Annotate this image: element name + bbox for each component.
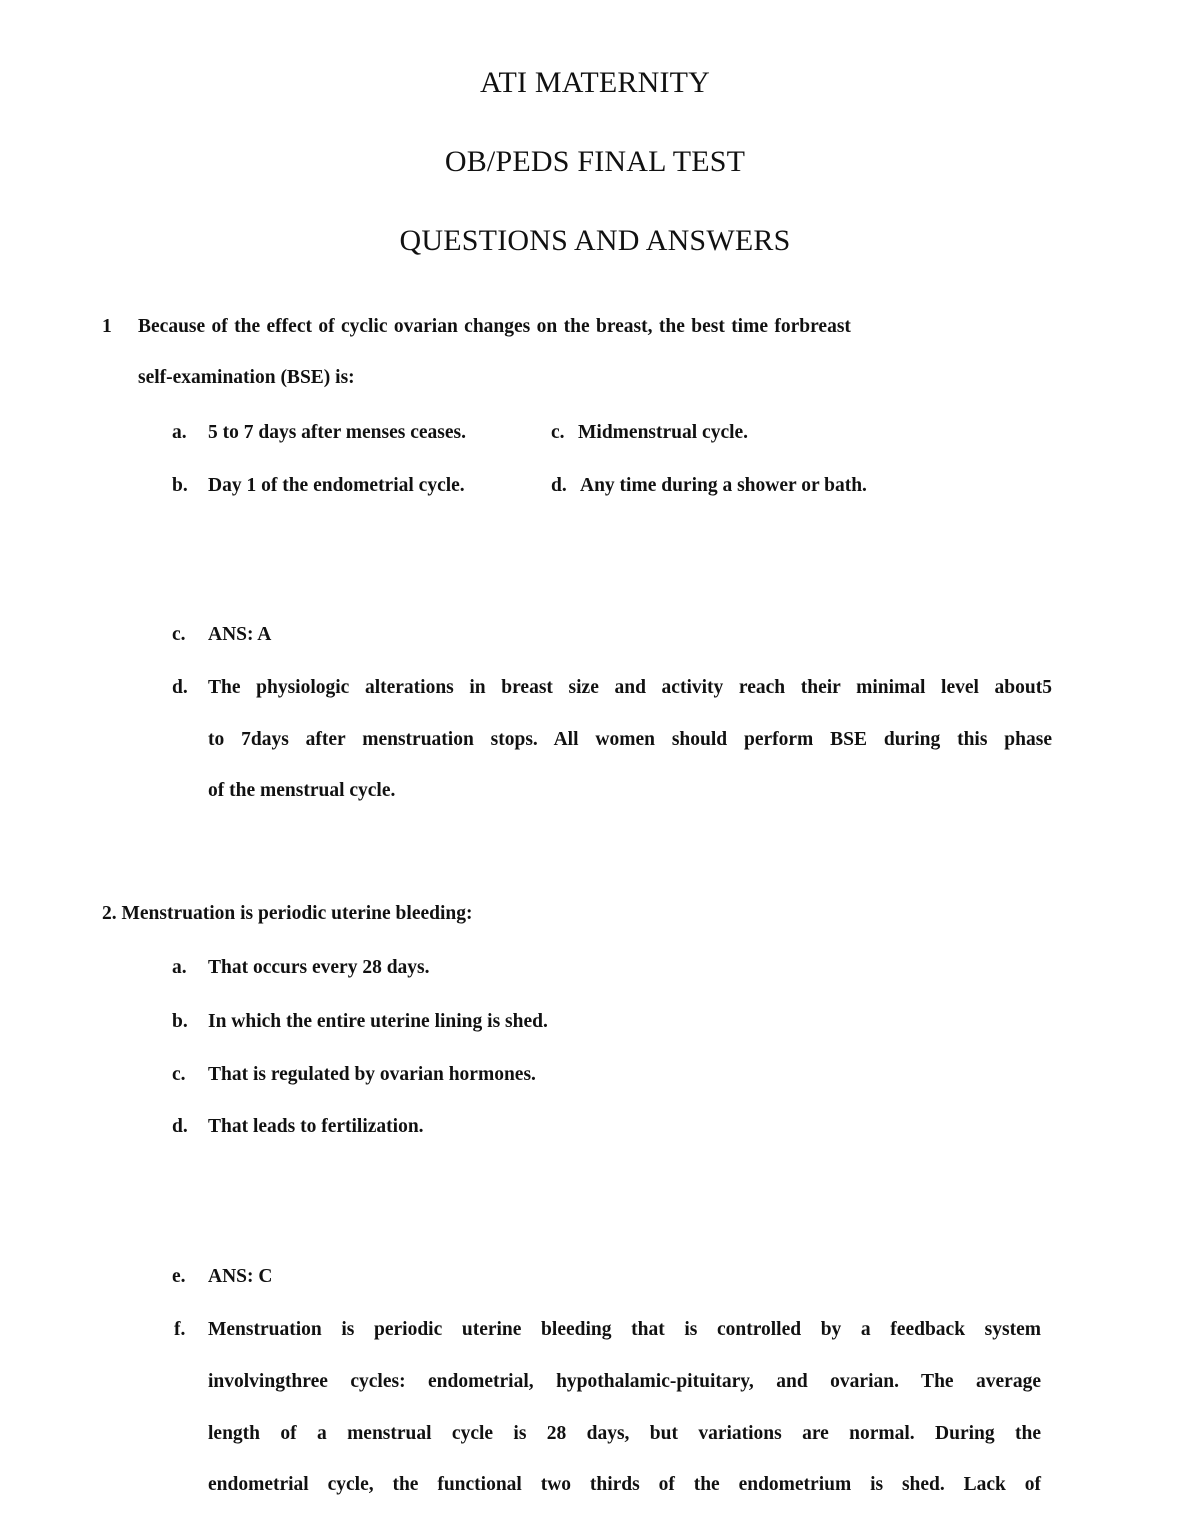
option-letter: d. (172, 1116, 188, 1137)
rationale-line: of the menstrual cycle. (208, 780, 396, 801)
document-subtitle: OB/PEDS FINAL TEST (444, 145, 746, 178)
question-1-number: 1 (102, 316, 112, 337)
option-letter: b. (172, 475, 188, 496)
rationale-letter: f. (174, 1319, 186, 1340)
option-text: That is regulated by ovarian hormones. (208, 1064, 536, 1085)
option-letter: d. (551, 475, 567, 496)
option-letter: c. (172, 1064, 186, 1085)
rationale-line: involvingthree cycles: endometrial, hypothalamic-pituitary, and ovarian. The average (208, 1371, 1041, 1392)
rationale-line: Menstruation is periodic uterine bleeding that is controlled by a feedback system (208, 1319, 1041, 1340)
rationale-letter: d. (172, 677, 188, 698)
answer-letter: c. (172, 624, 186, 645)
option-text: That leads to fertilization. (208, 1116, 424, 1137)
answer-text: ANS: C (208, 1266, 273, 1287)
rationale-line: The physiologic alterations in breast size and activity reach their minimal level about5 (208, 677, 1052, 698)
option-text: Midmenstrual cycle. (578, 422, 749, 443)
question-1-stem-line2: self-examination (BSE) is: (138, 367, 355, 388)
option-text: Any time during a shower or bath. (580, 475, 867, 496)
rationale-line: length of a menstrual cycle is 28 days, but variations are normal. During the (208, 1423, 1041, 1444)
option-text: In which the entire uterine lining is shed. (208, 1011, 548, 1032)
option-text: 5 to 7 days after menses ceases. (208, 422, 466, 443)
rationale-line: endometrial cycle, the functional two thirds of the endometrium is shed. Lack of (208, 1474, 1041, 1495)
option-text: That occurs every 28 days. (208, 957, 430, 978)
question-1-stem-line1: Because of the effect of cyclic ovarian changes on the breast, the best time forbreast (138, 316, 851, 337)
option-letter: b. (172, 1011, 188, 1032)
option-letter: a. (172, 422, 187, 443)
option-letter: c. (551, 422, 565, 443)
answer-text: ANS: A (208, 624, 272, 645)
document-title: ATI MATERNITY (479, 66, 711, 99)
option-text: Day 1 of the endometrial cycle. (208, 475, 465, 496)
document-heading: QUESTIONS AND ANSWERS (399, 224, 791, 257)
rationale-line: to 7days after menstruation stops. All women should perform BSE during this phase (208, 729, 1052, 750)
option-letter: a. (172, 957, 187, 978)
question-2-stem: 2. Menstruation is periodic uterine bleeding: (102, 903, 473, 924)
answer-letter: e. (172, 1266, 186, 1287)
